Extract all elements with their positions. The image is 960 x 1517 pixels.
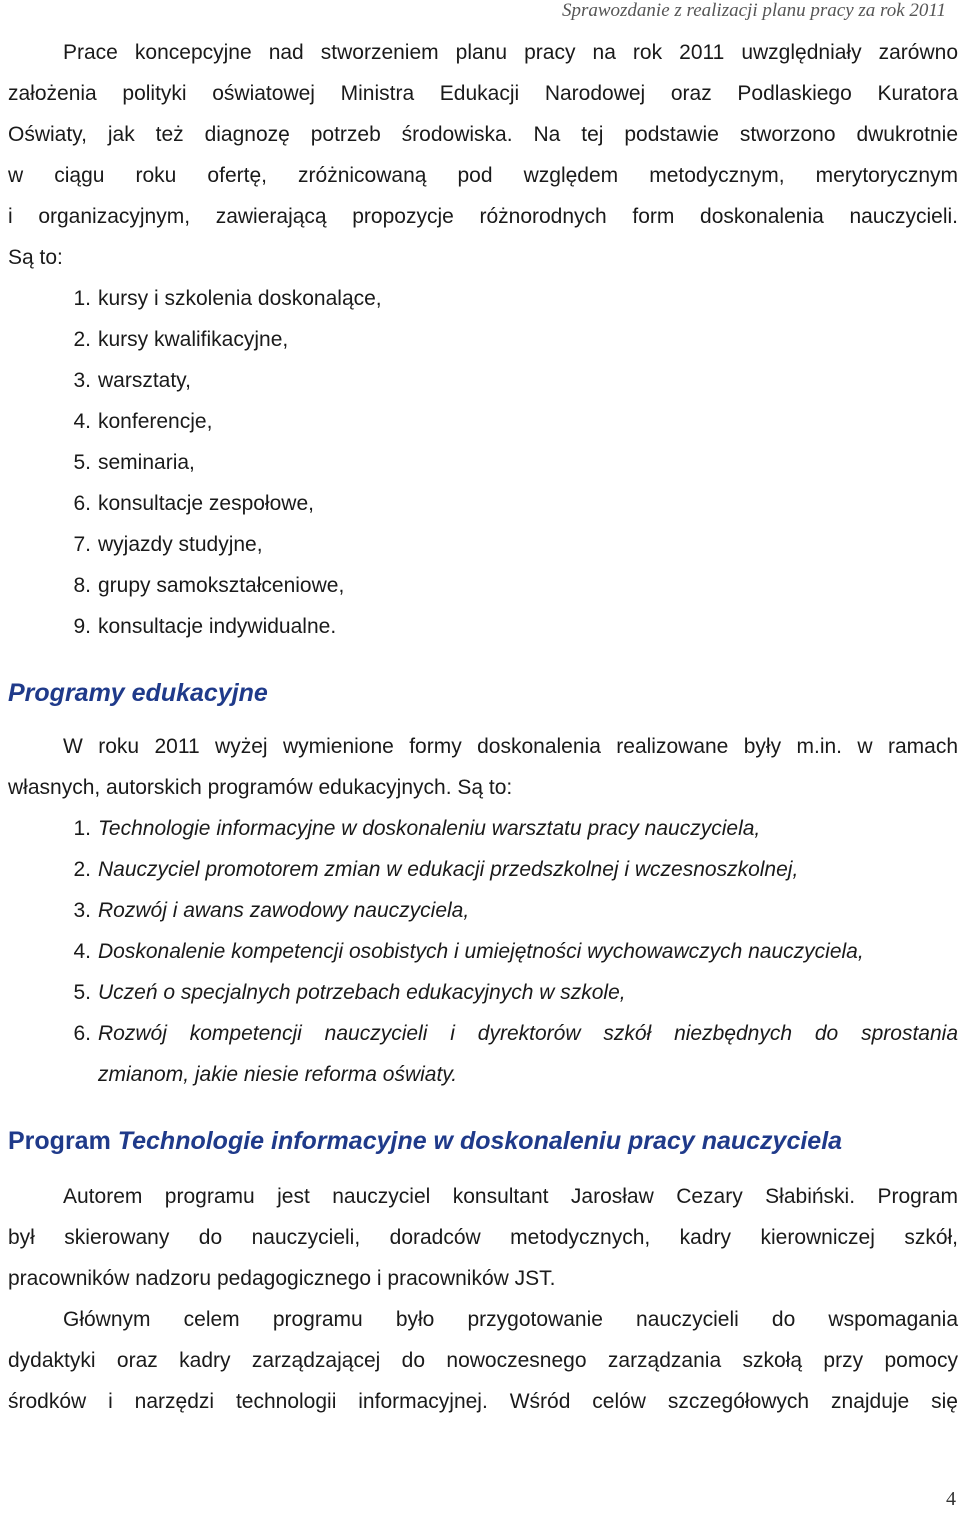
list-item: [8, 401, 958, 442]
text-line: był skierowany do nauczycieli, doradców metodycznych, kadry kierowniczej szkół,: [8, 1226, 958, 1249]
list-number: 6.: [73, 492, 91, 515]
text-line: W roku 2011 wyżej wymienione formy doskonalenia realizowane były m.in. w ramach: [63, 735, 958, 758]
text-line: środków i narzędzi technologii informacyjnej. Wśród celów szczegółowych znajduje się: [8, 1390, 958, 1413]
list-number: 1.: [73, 817, 91, 840]
list-item: [8, 1013, 958, 1095]
list-item: [8, 849, 958, 890]
list-text: wyjazdy studyjne,: [98, 533, 263, 556]
list-number: 7.: [73, 533, 91, 556]
list-text: kursy i szkolenia doskonalące,: [98, 287, 382, 310]
list-text: konferencje,: [98, 410, 213, 433]
list-text: Doskonalenie kompetencji osobistych i umiejętności wychowawczych nauczyciela,: [98, 940, 864, 963]
list-number: 3.: [73, 369, 91, 392]
text-line: w ciągu roku ofertę, zróżnicowaną pod względem metodycznym, merytorycznym: [8, 164, 958, 187]
list-item: [8, 524, 958, 565]
list-number: 5.: [73, 981, 91, 1004]
text-line: Głównym celem programu było przygotowanie nauczycieli do wspomagania: [63, 1308, 958, 1331]
text-line: Są to:: [8, 246, 63, 269]
list-item: [8, 931, 958, 972]
list-number: 3.: [73, 899, 91, 922]
list-number: 4.: [73, 940, 91, 963]
list-text: Nauczyciel promotorem zmian w edukacji przedszkolnej i wczesnoszkolnej,: [98, 858, 799, 881]
list-item: [8, 442, 958, 483]
list-text: grupy samokształceniowe,: [98, 574, 345, 597]
list-item: [8, 890, 958, 931]
list-number: 9.: [73, 615, 91, 638]
programs-intro: [8, 726, 958, 808]
list-number: 5.: [73, 451, 91, 474]
list-item: [8, 565, 958, 606]
section-heading-program-it: [8, 1121, 958, 1162]
list-number: 6.: [73, 1022, 91, 1045]
heading-prefix: Program: [8, 1127, 118, 1155]
page-number: 4: [946, 1488, 956, 1510]
list-item: [8, 483, 958, 524]
text-line: Rozwój kompetencji nauczycieli i dyrektorów szkół niezbędnych do sprostania: [98, 1022, 958, 1045]
list-item: [8, 278, 958, 319]
list-text: [98, 1013, 958, 1095]
list-text: Rozwój i awans zawodowy nauczyciela,: [98, 899, 470, 922]
text-line: dydaktyki oraz kadry zarządzającej do nowoczesnego zarządzania szkołą przy pomocy: [8, 1349, 958, 1372]
list-text: konsultacje indywidualne.: [98, 615, 337, 638]
section-heading-programs: Programy edukacyjne: [8, 679, 268, 707]
intro-paragraph: [8, 32, 958, 278]
running-header: Sprawozdanie z realizacji planu pracy za rok 2011: [561, 0, 946, 21]
program-it-paragraph-1: [8, 1176, 958, 1299]
text-line: założenia polityki oświatowej Ministra Edukacji Narodowej oraz Podlaskiego Kuratora: [8, 82, 958, 105]
forms-list: [8, 278, 958, 647]
list-text: konsultacje zespołowe,: [98, 492, 314, 515]
text-line: zmianom, jakie niesie reforma oświaty.: [98, 1063, 458, 1086]
list-number: 2.: [73, 328, 91, 351]
list-text: Technologie informacyjne w doskonaleniu warsztatu pracy nauczyciela,: [98, 817, 761, 840]
list-number: 4.: [73, 410, 91, 433]
text-line: Oświaty, jak też diagnozę potrzeb środowiska. Na tej podstawie stworzono dwukrotnie: [8, 123, 958, 146]
programs-list: [8, 808, 958, 1095]
list-item: [8, 606, 958, 647]
list-number: 8.: [73, 574, 91, 597]
list-text: Uczeń o specjalnych potrzebach edukacyjnych w szkole,: [98, 981, 626, 1004]
list-text: seminaria,: [98, 451, 195, 474]
list-item: [8, 360, 958, 401]
list-item: [8, 808, 958, 849]
text-line: i organizacyjnym, zawierającą propozycje różnorodnych form doskonalenia nauczycieli.: [8, 205, 958, 228]
document-body: [8, 32, 958, 1422]
text-line: Autorem programu jest nauczyciel konsultant Jarosław Cezary Słabiński. Program: [63, 1185, 958, 1208]
list-number: 2.: [73, 858, 91, 881]
list-item: [8, 972, 958, 1013]
list-text: warsztaty,: [98, 369, 191, 392]
list-item: [8, 319, 958, 360]
text-line: Prace koncepcyjne nad stworzeniem planu pracy na rok 2011 uwzględniały zarówno: [63, 41, 958, 64]
text-line: pracowników nadzoru pedagogicznego i pracowników JST.: [8, 1267, 556, 1290]
list-text: kursy kwalifikacyjne,: [98, 328, 289, 351]
list-number: 1.: [73, 287, 91, 310]
program-it-paragraph-2: [8, 1299, 958, 1422]
text-line: własnych, autorskich programów edukacyjnych. Są to:: [8, 776, 513, 799]
heading-program-name: Technologie informacyjne w doskonaleniu pracy nauczyciela: [117, 1127, 843, 1155]
